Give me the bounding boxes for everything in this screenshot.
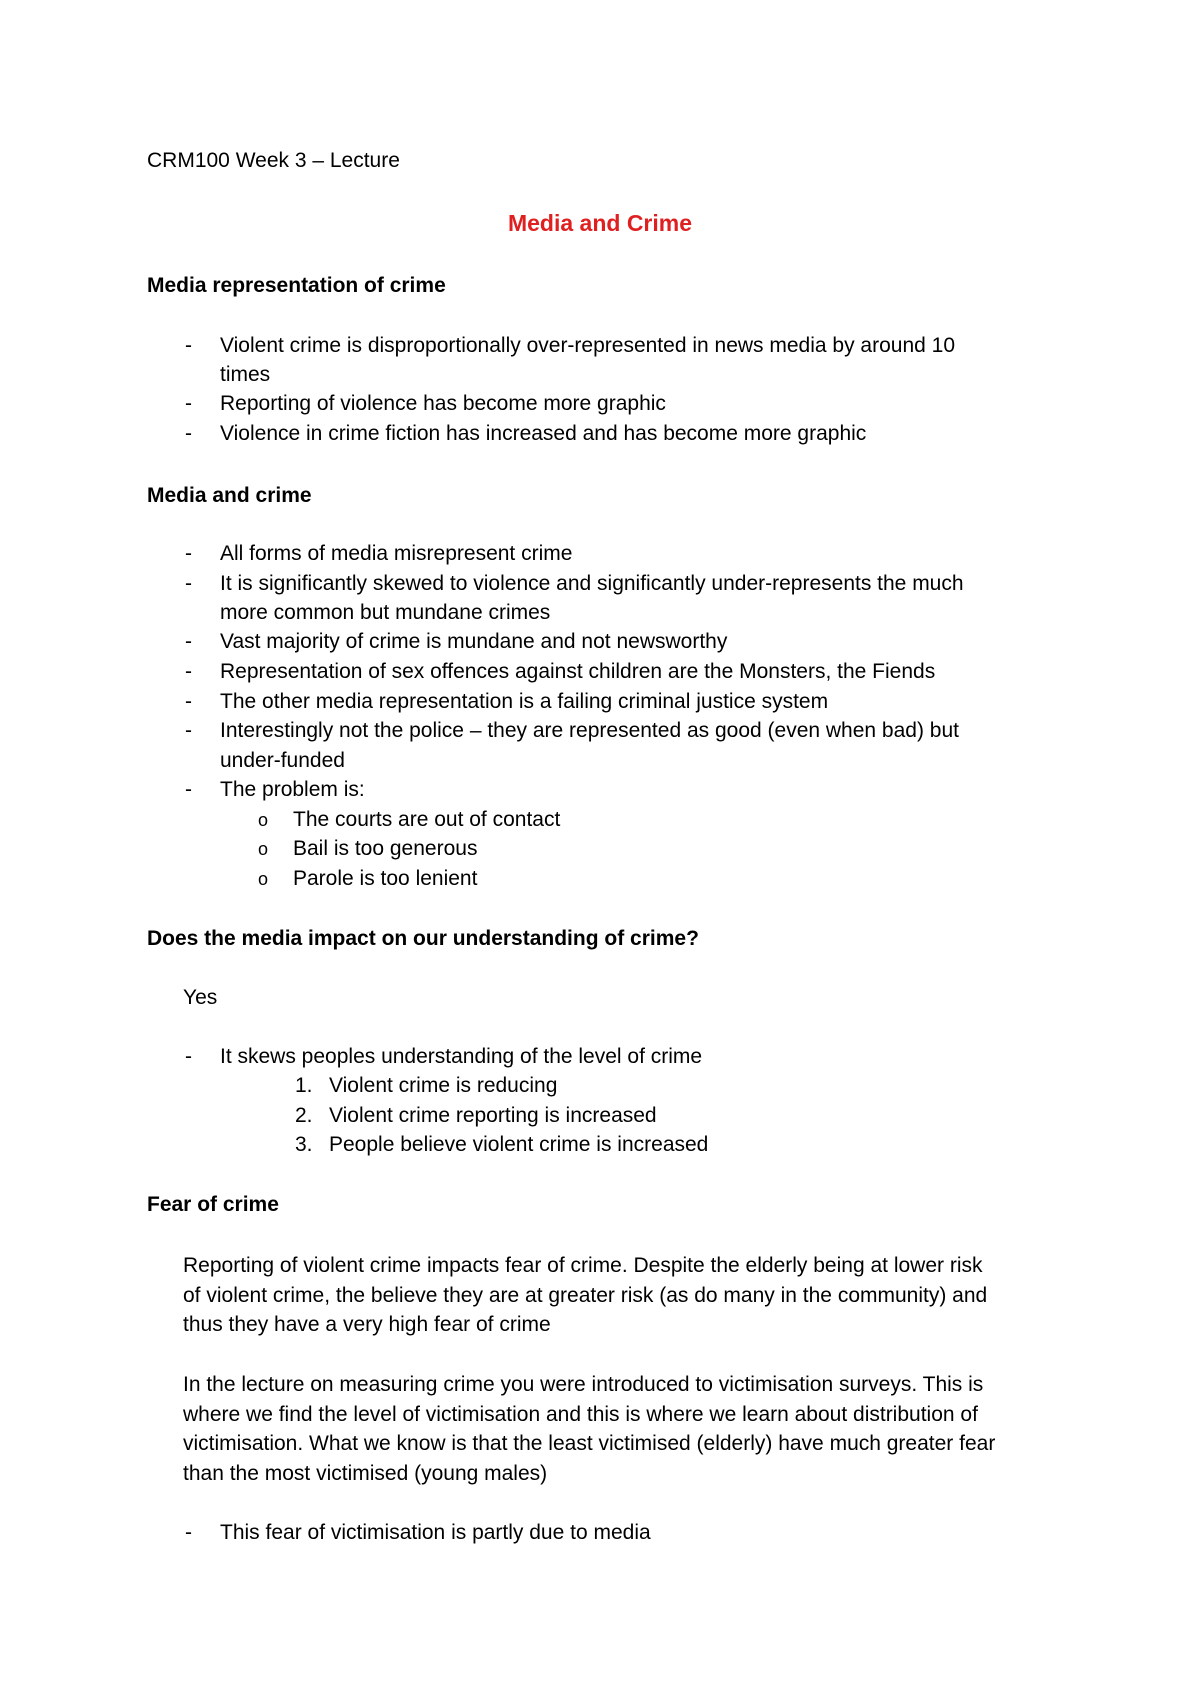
list-item: Violence in crime fiction has increased and has become more graphic bbox=[220, 422, 867, 445]
list-number: 1. bbox=[295, 1074, 313, 1097]
list-item: All forms of media misrepresent crime bbox=[220, 542, 573, 565]
section-heading-media-and-crime: Media and crime bbox=[147, 484, 312, 507]
list-item: Representation of sex offences against children are the Monsters, the Fiends bbox=[220, 660, 936, 683]
dash-bullet: - bbox=[185, 719, 192, 742]
list-item: Reporting of violence has become more graphic bbox=[220, 392, 666, 415]
course-heading: CRM100 Week 3 – Lecture bbox=[147, 149, 400, 172]
list-item: Violent crime is disproportionally over-represented in news media by around 10 bbox=[220, 334, 955, 357]
list-item-continuation: times bbox=[220, 363, 271, 386]
paragraph-line: In the lecture on measuring crime you were introduced to victimisation surveys. This is bbox=[183, 1373, 984, 1396]
dash-bullet: - bbox=[185, 572, 192, 595]
numbered-item: Violent crime is reducing bbox=[329, 1074, 558, 1097]
dash-bullet: - bbox=[185, 630, 192, 653]
paragraph-line: than the most victimised (young males) bbox=[183, 1462, 548, 1485]
dash-bullet: - bbox=[185, 1045, 192, 1068]
list-item: Vast majority of crime is mundane and not newsworthy bbox=[220, 630, 728, 653]
sub-list-item: Parole is too lenient bbox=[293, 867, 478, 890]
paragraph-line: victimisation. What we know is that the least victimised (elderly) have much greater fear bbox=[183, 1432, 996, 1455]
numbered-item: Violent crime reporting is increased bbox=[329, 1104, 657, 1127]
paragraph-line: where we find the level of victimisation and this is where we learn about distribution of bbox=[183, 1403, 978, 1426]
list-item-continuation: under-funded bbox=[220, 749, 345, 772]
answer-text: Yes bbox=[183, 986, 218, 1009]
list-item-continuation: more common but mundane crimes bbox=[220, 601, 551, 624]
dash-bullet: - bbox=[185, 690, 192, 713]
sub-list-item: The courts are out of contact bbox=[293, 808, 561, 831]
section-heading-fear-of-crime: Fear of crime bbox=[147, 1193, 279, 1216]
list-number: 3. bbox=[295, 1133, 313, 1156]
list-item: It is significantly skewed to violence and significantly under-represents the much bbox=[220, 572, 964, 595]
page-title: Media and Crime bbox=[507, 210, 693, 236]
dash-bullet: - bbox=[185, 392, 192, 415]
section-heading-media-representation: Media representation of crime bbox=[147, 274, 446, 297]
sub-list-item: Bail is too generous bbox=[293, 837, 478, 860]
circle-bullet: o bbox=[258, 869, 269, 889]
paragraph-line: Reporting of violent crime impacts fear of crime. Despite the elderly being at lower risk bbox=[183, 1254, 983, 1277]
list-number: 2. bbox=[295, 1104, 313, 1127]
list-item: This fear of victimisation is partly due to media bbox=[220, 1521, 651, 1544]
circle-bullet: o bbox=[258, 839, 269, 859]
circle-bullet: o bbox=[258, 810, 269, 830]
paragraph-line: of violent crime, the believe they are at greater risk (as do many in the community) and bbox=[183, 1284, 988, 1307]
numbered-item: People believe violent crime is increased bbox=[329, 1133, 709, 1156]
dash-bullet: - bbox=[185, 542, 192, 565]
list-item: It skews peoples understanding of the level of crime bbox=[220, 1045, 703, 1068]
section-heading-media-impact: Does the media impact on our understanding of crime? bbox=[147, 927, 699, 950]
dash-bullet: - bbox=[185, 660, 192, 683]
list-item: The other media representation is a failing criminal justice system bbox=[220, 690, 829, 713]
list-item: The problem is: bbox=[220, 778, 365, 801]
paragraph-line: thus they have a very high fear of crime bbox=[183, 1313, 551, 1336]
dash-bullet: - bbox=[185, 422, 192, 445]
dash-bullet: - bbox=[185, 778, 192, 801]
dash-bullet: - bbox=[185, 334, 192, 357]
list-item: Interestingly not the police – they are represented as good (even when bad) but bbox=[220, 719, 959, 742]
dash-bullet: - bbox=[185, 1521, 192, 1544]
